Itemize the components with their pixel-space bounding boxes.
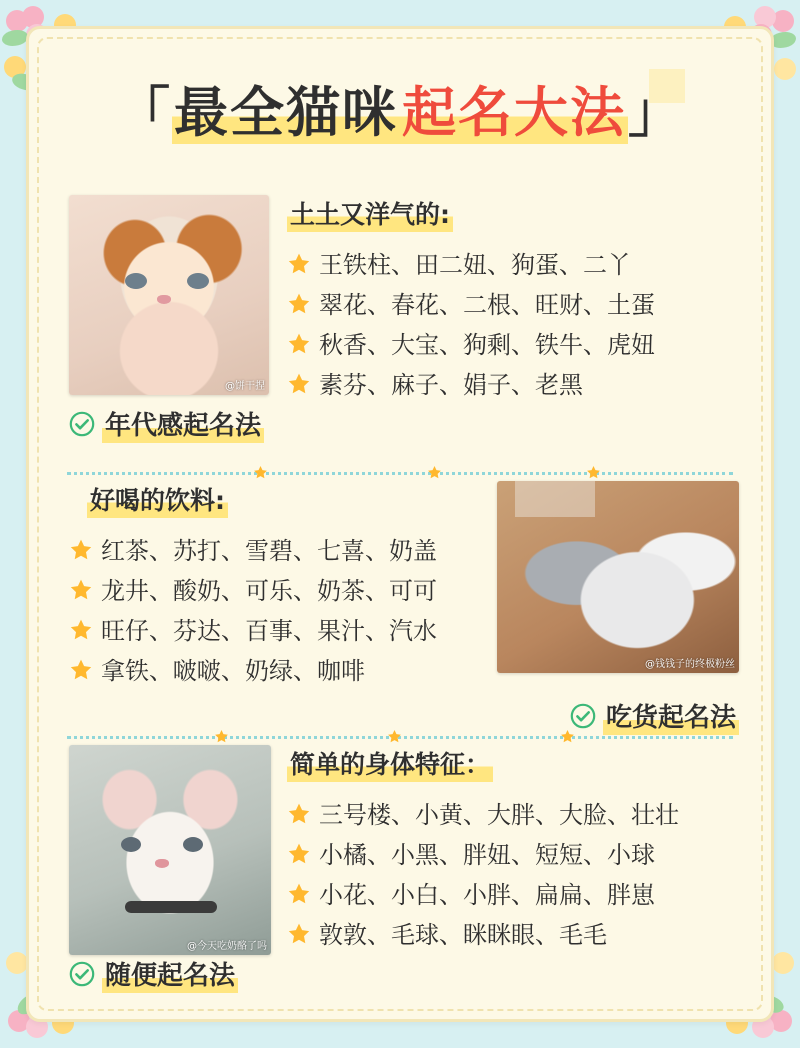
name-row (287, 245, 739, 280)
name-list-text: 翠花、春花、二根、旺财、土蛋 (319, 291, 655, 319)
star-icon (69, 618, 93, 642)
title-close-bracket: 」 (628, 81, 684, 144)
star-icon (287, 372, 311, 396)
section-heading-1: 土土又洋气的: (287, 195, 453, 232)
name-list-text: 敦敦、毛球、眯眯眼、毛毛 (319, 921, 607, 949)
star-icon (287, 922, 311, 946)
star-icon (586, 465, 601, 480)
star-icon (387, 729, 402, 744)
star-icon (253, 465, 268, 480)
star-icon (214, 729, 229, 744)
page-title (29, 81, 771, 144)
star-icon (69, 578, 93, 602)
name-row (69, 571, 477, 606)
section-divider-2 (67, 729, 733, 745)
photo-watermark-3: @今天吃奶酪了吗 (187, 941, 267, 952)
name-list-text: 王铁柱、田二妞、狗蛋、二丫 (319, 251, 631, 279)
section-body-feature-names (69, 745, 739, 993)
name-row (287, 835, 739, 870)
check-circle-icon (69, 411, 95, 437)
name-row (287, 325, 739, 360)
name-row (69, 531, 477, 566)
name-list-text: 红茶、苏打、雪碧、七喜、奶盖 (101, 537, 437, 565)
section-heading-3: 简单的身体特征： (287, 745, 493, 782)
title-part-1: 最全猫咪 (174, 81, 398, 144)
name-list-text: 小橘、小黑、胖妞、短短、小球 (319, 841, 655, 869)
star-icon (427, 465, 442, 480)
star-icon (287, 842, 311, 866)
star-icon (287, 332, 311, 356)
name-list-text: 素芬、麻子、娟子、老黑 (319, 371, 583, 399)
name-row (69, 611, 477, 646)
section-label-text-1: 年代感起名法 (102, 405, 264, 443)
section-drink-names (69, 481, 739, 735)
section-label-3 (69, 955, 739, 993)
check-circle-icon (69, 961, 95, 987)
cat-photo-3 (69, 745, 271, 955)
star-icon (560, 729, 575, 744)
section-label-1 (69, 405, 299, 443)
photo-watermark-1: @饼干捏 (225, 381, 265, 392)
photo-watermark-2: @钱钱子的终极粉丝 (645, 659, 735, 670)
section-label-text-2: 吃货起名法 (603, 697, 739, 735)
section-heading-2: 好喝的饮料: (87, 481, 228, 518)
name-list-text: 三号楼、小黄、大胖、大脸、壮壮 (319, 801, 679, 829)
section-divider-1 (67, 465, 733, 481)
star-icon (287, 252, 311, 276)
check-circle-icon (570, 703, 596, 729)
star-icon (287, 292, 311, 316)
poster-card (26, 26, 774, 1022)
name-row (69, 651, 477, 686)
name-list-text: 秋香、大宝、狗剩、铁牛、虎妞 (319, 331, 655, 359)
name-row (287, 875, 739, 910)
name-row (287, 795, 739, 830)
name-row (287, 365, 739, 400)
name-list-text: 旺仔、芬达、百事、果汁、汽水 (101, 617, 437, 645)
star-icon (69, 538, 93, 562)
section-label-text-3: 随便起名法 (102, 955, 238, 993)
section-era-names (69, 195, 739, 443)
title-open-bracket: 「 (116, 81, 172, 144)
cat-photo-1 (69, 195, 269, 395)
star-icon (287, 882, 311, 906)
star-icon (69, 658, 93, 682)
name-list-text: 龙井、酸奶、可乐、奶茶、可可 (101, 577, 437, 605)
name-list-text: 小花、小白、小胖、扁扁、胖崽 (319, 881, 655, 909)
title-part-2: 起名大法 (402, 81, 626, 144)
name-row (287, 915, 739, 950)
cat-photo-2 (497, 481, 739, 673)
name-list-text: 拿铁、啵啵、奶绿、咖啡 (101, 657, 365, 685)
star-icon (287, 802, 311, 826)
name-row (287, 285, 739, 320)
